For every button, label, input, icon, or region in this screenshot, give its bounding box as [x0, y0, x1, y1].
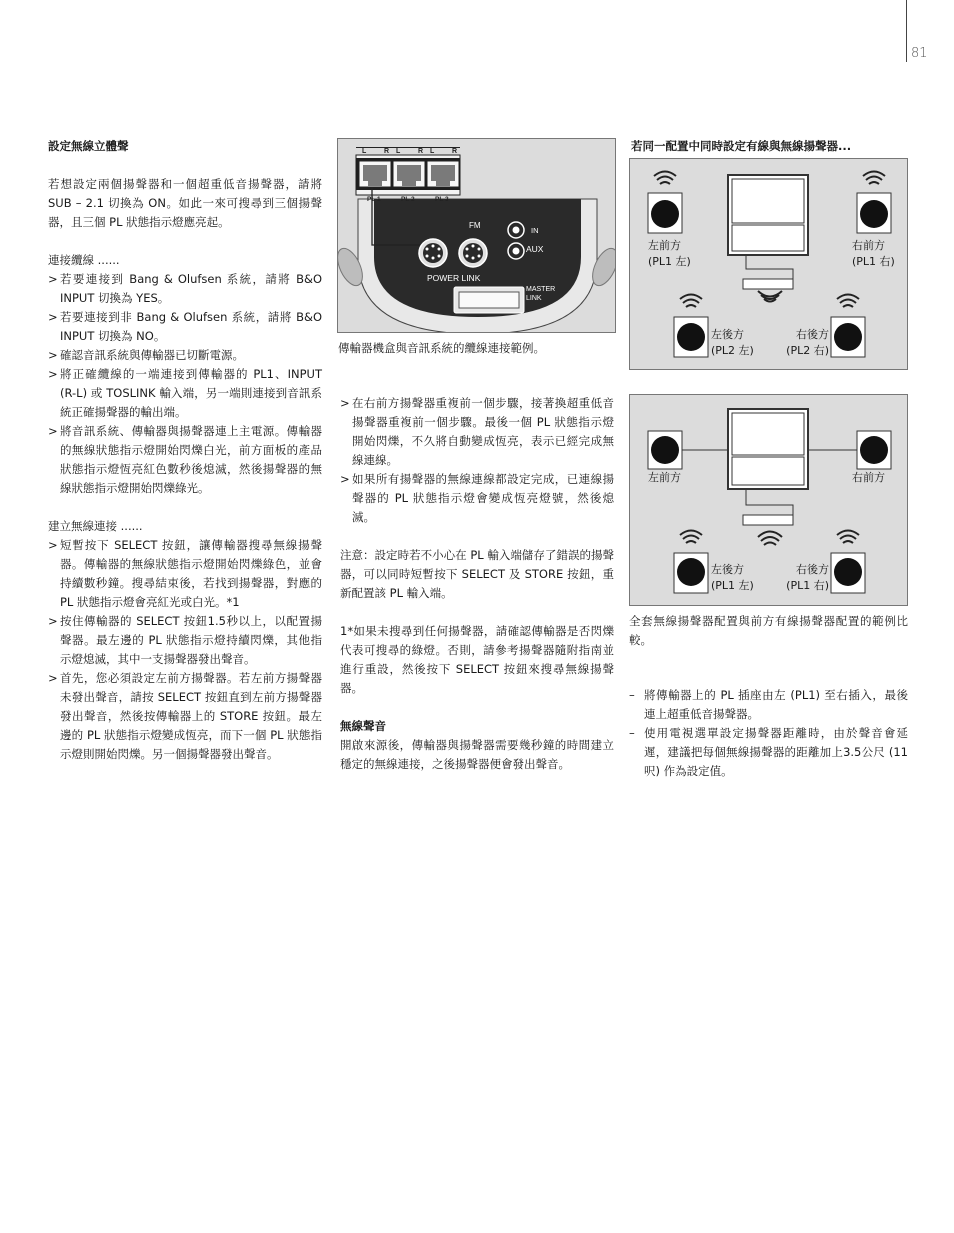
pl-port-1 [359, 161, 391, 187]
label-rear-right: 右後方 (PL1 右) [786, 563, 829, 592]
connect-heading: 連接纜線 ...... [48, 253, 120, 267]
channel-label-3: L [396, 148, 401, 155]
section-title: 設定無線立體聲 [48, 139, 129, 153]
speaker-diagram-wireless [629, 158, 908, 370]
wireless-step-3: > 首先，您必須設定左前方揚聲器。若左前方揚聲器未發出聲音，請按 SELECT 按鈕直到左前方揚聲器發出聲音，然後按傳輸器上的 STORE 按鈕。最左邊的 PL 狀態指示燈變成恆亮，而下一個 PL 狀態指示燈則開始閃爍。另一個揚聲器發出聲音。 [48, 669, 322, 764]
channel-label-6: R [452, 148, 458, 155]
fm-label: FM [469, 221, 481, 230]
note-2: – 使用電視選單設定揚聲器距離時，由於聲音會延遲，建議把每個無線揚聲器的距離加上3.5公尺 (11呎) 作為設定值。 [629, 724, 908, 781]
channel-label-1: L [362, 148, 367, 155]
speaker-rear-left-icon [674, 295, 708, 358]
column-2-text [340, 394, 614, 774]
speaker-front-left-icon [648, 431, 682, 469]
label-front-left: 左前方 (PL1 左) [648, 239, 691, 268]
label-rear-left: 左後方 (PL2 左) [711, 328, 754, 357]
connect-step-2: > 若要連接到非 Bang & Olufsen 系統，請將 B&O INPUT 切換為 NO。 [48, 308, 322, 346]
power-link-socket-2 [459, 239, 487, 267]
col2-step-2: > 如果所有揚聲器的無線連線都設定完成，已連線揚聲器的 PL 狀態指示燈會變成恆亮燈號，然後熄滅。 [340, 470, 614, 527]
connect-step-5: > 將音訊系統、傳輸器與揚聲器連上主電源。傳輸器的無線狀態指示燈開始閃爍白光，前方面板的產品狀態指示燈恆亮紅色數秒後熄滅，然後揚聲器的無線狀態指示燈開始閃爍綠光。 [48, 422, 322, 498]
speaker-rear-left-icon [674, 531, 708, 594]
diagram2-drawing [630, 395, 909, 607]
speaker-front-right-icon [857, 431, 891, 469]
speaker-front-right-icon [857, 172, 891, 234]
power-link-label: POWER LINK [427, 273, 481, 283]
column-1 [48, 137, 322, 764]
aux-jack-bottom [508, 243, 524, 259]
channel-label-2: R [384, 148, 390, 155]
column-3-notes [629, 686, 908, 781]
label-front-left: 左前方 [648, 471, 681, 484]
page-number: 81 [911, 46, 928, 61]
speaker-diagram-mixed [629, 394, 908, 606]
transmitter-icon [743, 279, 793, 289]
footnote: 1*如果未搜尋到任何揚聲器，請確認傳輸器是否閃爍代表可搜尋的綠燈。否則，請參考揚聲器隨附指南並進行重設，然後按下 SELECT 按鈕來搜尋無線揚聲器。 [340, 624, 614, 695]
label-front-right: 右前方 (PL1 右) [852, 239, 895, 268]
master-link-connector [454, 287, 524, 313]
master-link-label-1: MASTER [526, 286, 556, 293]
channel-label-4: R [418, 148, 424, 155]
wireless-step-1: > 短暫按下 SELECT 按鈕，讓傳輸器搜尋無線揚聲器。傳輸器的無線狀態指示燈開始閃爍綠色，並會持續數秒鐘。搜尋結束後，若找到揚聲器，對應的 PL 狀態指示燈會亮紅光或白光。*1 [48, 536, 322, 612]
speaker-rear-right-icon [831, 295, 865, 358]
port-label-pl2: PL 2 [401, 196, 415, 203]
label-rear-left: 左後方 (PL1 左) [711, 563, 754, 592]
port-label-pl3: PL 3 [435, 196, 449, 203]
connect-step-3: > 確認音訊系統與傳輸器已切斷電源。 [48, 346, 322, 365]
pl-port-3 [427, 161, 459, 187]
column-3-title: 若同一配置中同時設定有線與無線揚聲器... [631, 139, 852, 153]
aux-label: AUX [526, 244, 544, 254]
note-1: – 將傳輸器上的 PL 插座由左 (PL1) 至右插入，最後連上超重低音揚聲器。 [629, 686, 908, 724]
connection-panel-illustration [337, 138, 616, 333]
wireless-sound-heading: 無線聲音 [340, 719, 386, 733]
in-label: IN [531, 226, 539, 235]
panel-drawing [338, 139, 616, 333]
intro-paragraph: 若想設定兩個揚聲器和一個超重低音揚聲器，請將SUB – 2.1 切換為 ON。如此一來可搜尋到三個揚聲器，且三個 PL 狀態指示燈應亮起。 [48, 177, 322, 229]
diagram-caption: 全套無線揚聲器配置與前方有線揚聲器配置的範例比較。 [629, 614, 908, 647]
wireless-heading: 建立無線連接 ...... [48, 519, 143, 533]
transmitter-wave-icon [758, 532, 782, 546]
page-marker-line [906, 0, 907, 62]
connect-step-4: > 將正確纜線的一端連接到傳輸器的 PL1、INPUT (R-L) 或 TOSLINK 輸入端，另一端則連接到音訊系統正確揚聲器的輸出端。 [48, 365, 322, 422]
wireless-step-2: > 按住傳輸器的 SELECT 按鈕1.5秒以上，以配置揚聲器。最左邊的 PL 狀態指示燈持續閃爍，其他指示燈熄滅，其中一支揚聲器發出聲音。 [48, 612, 322, 669]
power-link-socket-1 [419, 239, 447, 267]
aux-jack-top [508, 222, 524, 238]
port-label-pl1: PL 1 [367, 196, 381, 203]
col2-step-1: > 在右前方揚聲器重複前一個步驟，接著換超重低音揚聲器重複前一個步驟。最後一個 PL 狀態指示燈開始閃爍，不久將自動變成恆亮，表示已經完成無線連線。 [340, 394, 614, 470]
setup-note: 注意：設定時若不小心在 PL 輸入端儲存了錯誤的揚聲器，可以同時短暫按下 SELECT 及 STORE 按鈕，重新配置該 PL 輸入端。 [340, 548, 614, 600]
speaker-front-left-icon [648, 172, 682, 234]
label-rear-right: 右後方 (PL2 右) [786, 328, 829, 357]
transmitter-icon [743, 515, 793, 525]
label-front-right: 右前方 [852, 471, 885, 484]
wireless-sound-text: 開啟來源後，傳輸器與揚聲器需要幾秒鐘的時間建立穩定的無線連接，之後揚聲器便會發出聲音。 [340, 738, 614, 771]
panel-caption: 傳輸器機盒與音訊系統的纜線連接範例。 [338, 341, 545, 355]
transmitter-wave-icon [758, 291, 782, 302]
connect-step-1: > 若要連接到 Bang & Olufsen 系統，請將 B&O INPUT 切換為 YES。 [48, 270, 322, 308]
pl-port-2 [393, 161, 425, 187]
master-link-label-2: LINK [526, 295, 542, 302]
speaker-rear-right-icon [831, 531, 865, 594]
channel-label-5: L [430, 148, 435, 155]
